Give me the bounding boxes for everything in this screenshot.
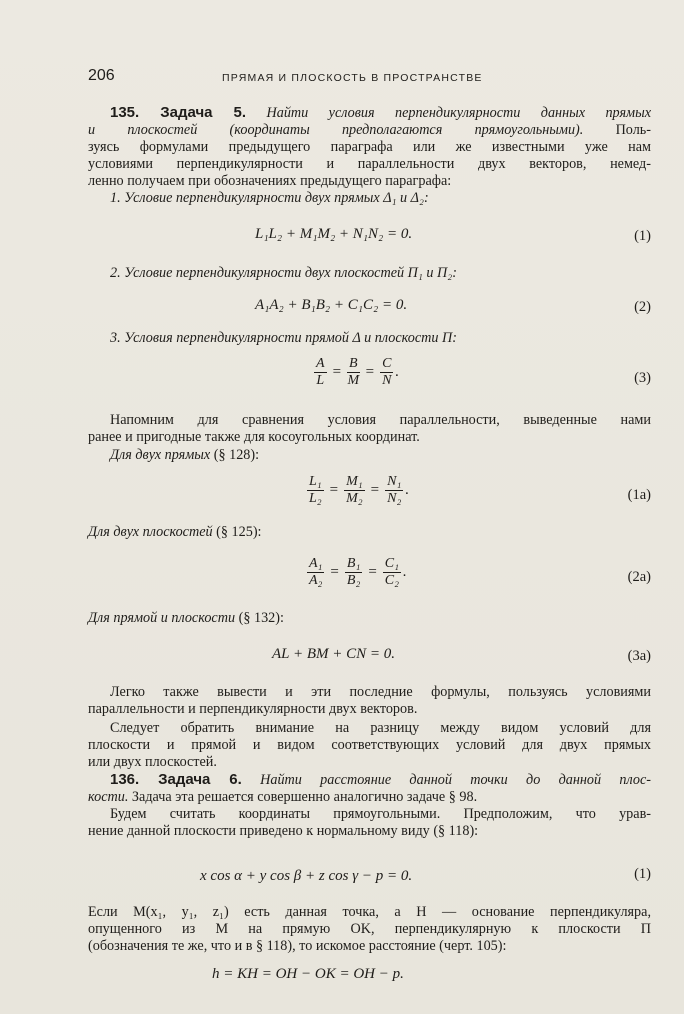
formula-2a: $\frac{\text{A₁}}{\text{A₂}}$ = $\frac{\text{B₁}}{\text{B₂}}$ = $\frac{\text{C₁}}{\text{C₂}}$ .: [309, 556, 407, 588]
fraction: $\frac{\text{A₁}}{\text{A₂}}$: [309, 556, 323, 588]
normal-plane-formula-number: (1): [634, 866, 651, 882]
text-line: параллельности и перпендикулярности двух векторов.: [88, 701, 418, 717]
text-line: ранее и пригодные также для косоугольных координат.: [88, 429, 420, 445]
item-2-label: 2. Условие перпендикулярности двух плоскостей Π₁ и Π₂:: [110, 265, 457, 281]
formula-3-number: (3): [634, 370, 651, 386]
task-135-paragraph: [88, 104, 651, 190]
text-line: Будем считать координаты прямоугольными. Предположим, что урав-: [110, 806, 651, 822]
text-line: плоскости и прямой и видом соответствующих условий для двух прямых: [88, 737, 651, 753]
note-paragraph: [88, 720, 651, 771]
text-line: опущенного из M на прямую OK, перпендикулярную к плоскости Π: [88, 921, 651, 937]
task-135-number: 135. Задача 5.: [110, 104, 247, 121]
task-135-title-part1: Найти условия перпендикулярности данных прямых: [266, 105, 652, 121]
text-line: или двух плоскостей.: [88, 754, 217, 770]
text-line: Если M(x₁, y₁, z₁) есть данная точка, а H — основание перпендикуляра,: [88, 904, 651, 920]
task-135-title-line2: и плоскостей (координаты предполагаются прямоугольными). Поль-: [88, 122, 651, 138]
formula-2: A₁A₂ + B₁B₂ + C₁C₂ = 0.: [255, 297, 408, 313]
task-136-number: 136. Задача 6.: [110, 771, 242, 788]
task-136-title-line2: кости. Задача эта решается совершенно аналогично задаче § 98.: [88, 789, 478, 805]
formula-1a: $\frac{\text{L₁}}{\text{L₂}}$ = $\frac{\text{M₁}}{\text{M₂}}$ = $\frac{\text{N₁}}{\text{N₂}}$ .: [309, 474, 410, 506]
text-line: нение данной плоскости приведено к нормальному виду (§ 118):: [88, 823, 479, 839]
task-135-text-line: ленно получаем при обозначениях предыдущего параграфа:: [88, 173, 452, 189]
task-135-text-line: условиями перпендикулярности и параллельности двух векторов, немед-: [88, 156, 651, 172]
fraction: $\frac{\text{M₁}}{\text{M₂}}$: [346, 474, 363, 506]
page-number: 206: [88, 67, 115, 84]
fraction: $\frac{\text{L₁}}{\text{L₂}}$: [309, 474, 322, 506]
task-136-heading-line: [88, 771, 651, 789]
fraction: $\frac{\text{B₁}}{\text{B₂}}$: [346, 556, 361, 588]
formula-2a-number: (2a): [627, 569, 651, 585]
running-title: ПРЯМАЯ И ПЛОСКОСТЬ В ПРОСТРАНСТВЕ: [222, 72, 483, 84]
formula-3a-number: (3a): [627, 648, 651, 664]
text-line: Напомним для сравнения условия параллельности, выведенные нами: [110, 412, 651, 428]
normal-plane-formula: x cos α + y cos β + z cos γ − p = 0.: [200, 868, 413, 884]
parallel-intro-paragraph: [88, 412, 651, 446]
formula-2-number: (2): [634, 299, 651, 315]
fraction: $\frac{B}{M}$: [347, 356, 360, 388]
line-plane-label: Для прямой и плоскости (§ 132):: [88, 610, 284, 626]
two-lines-label: Для двух прямых (§ 128):: [110, 447, 260, 463]
formula-1: L₁L₂ + M₁M₂ + N₁N₂ = 0.: [255, 226, 413, 242]
text-line: (обозначения те же, что и в § 118), то искомое расстояние (черт. 105):: [88, 938, 507, 954]
formula-1a-number: (1a): [627, 487, 651, 503]
formula-3: $\frac{A}{L}$ = $\frac{B}{M}$ = $\frac{C}{N}$ .: [316, 356, 400, 388]
text-line: Легко также вывести и эти последние формулы, пользуясь условиями: [110, 684, 651, 700]
fraction: $\frac{\text{C₁}}{\text{C₂}}$: [384, 556, 399, 588]
distance-formula: h = KH = OH − OK = OH − p.: [212, 966, 404, 982]
easy-derivation-paragraph: [88, 684, 651, 718]
item-1-label: 1. Условие перпендикулярности двух прямых Δ₁ и Δ₂:: [110, 190, 429, 206]
fraction: $\frac{A}{L}$: [316, 356, 325, 388]
two-planes-label: Для двух плоскостей (§ 125):: [88, 524, 262, 540]
task-135-text-line: зуясь формулами предыдущего параграфа или же известными уже нам: [88, 139, 651, 155]
text-line: Следует обратить внимание на разницу между видом условий для: [110, 720, 651, 736]
formula-1-number: (1): [634, 228, 651, 244]
task-136-paragraph: [88, 771, 651, 840]
formula-3a: AL + BM + CN = 0.: [272, 646, 396, 662]
fraction: $\frac{\text{N₁}}{\text{N₂}}$: [387, 474, 402, 506]
fraction: $\frac{C}{N}$: [382, 356, 392, 388]
item-3-label: 3. Условия перпендикулярности прямой Δ и плоскости Π:: [110, 330, 457, 346]
task-136-title-part1: Найти расстояние данной точки до данной плос-: [260, 772, 651, 788]
task-135-heading-line: [88, 104, 651, 122]
distance-paragraph: [88, 904, 651, 955]
